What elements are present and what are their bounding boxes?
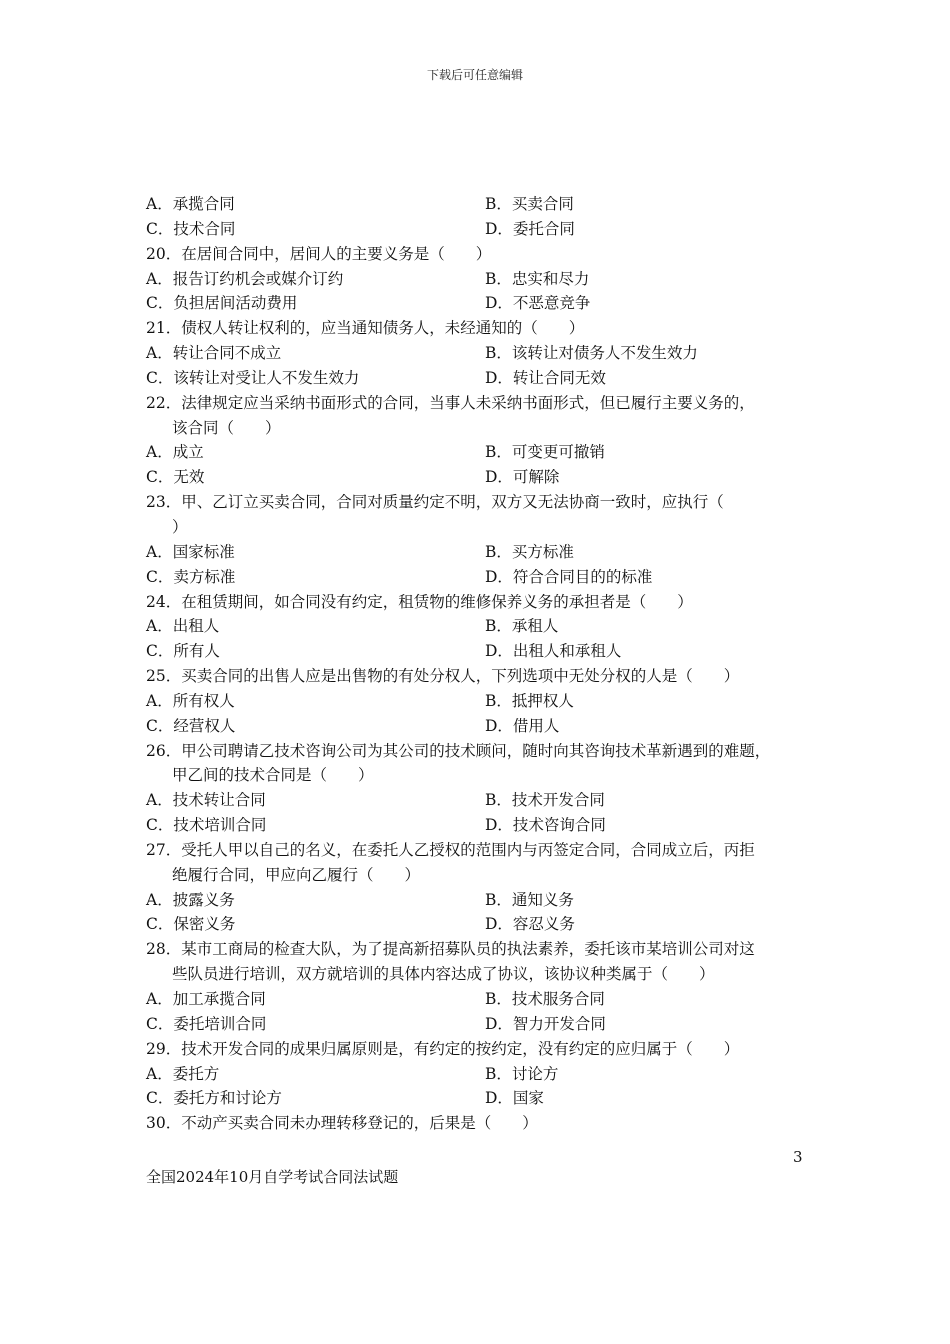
option-left: C．保密义务 xyxy=(146,915,236,934)
option-row xyxy=(146,565,818,590)
option-left: A．披露义务 xyxy=(146,890,235,909)
option-right: D．技术咨询合同 xyxy=(485,816,606,835)
question-text: 27．受托人甲以自己的名义，在委托人乙授权的范围内与丙签定合同，合同成立后，丙拒 xyxy=(146,840,755,859)
question-continuation: 绝履行合同，甲应向乙履行（ ） xyxy=(172,865,421,884)
option-right: B．承租人 xyxy=(485,617,559,636)
option-left: A．转让合同不成立 xyxy=(146,344,282,363)
option-right: D．转让合同无效 xyxy=(485,368,606,387)
option-right: B．买方标准 xyxy=(485,542,574,561)
option-row xyxy=(146,366,818,391)
option-right: B．可变更可撤销 xyxy=(485,443,605,462)
question-text: 23．甲、乙订立买卖合同，合同对质量约定不明，双方又无法协商一致时，应执行（ xyxy=(146,493,724,512)
question-text: 24．在租赁期间，如合同没有约定，租赁物的维修保养义务的承担者是（ ） xyxy=(146,592,693,611)
option-row xyxy=(146,888,818,913)
question-continuation: 该合同（ ） xyxy=(172,418,281,437)
option-left: A．国家标准 xyxy=(146,542,235,561)
option-row xyxy=(146,465,818,490)
page-number: 3 xyxy=(793,1148,803,1166)
question-continuation: 甲乙间的技术合同是（ ） xyxy=(172,766,374,785)
option-row xyxy=(146,217,818,242)
option-row xyxy=(146,192,818,217)
option-left: A．加工承揽合同 xyxy=(146,990,266,1008)
option-right: B．技术开发合同 xyxy=(485,791,605,810)
option-left: A．委托方 xyxy=(146,1064,220,1083)
option-row xyxy=(146,540,818,565)
option-right: D．可解除 xyxy=(485,468,560,487)
question-text: 29．技术开发合同的成果归属原则是，有约定的按约定，没有约定的应归属于（ ） xyxy=(146,1039,740,1058)
option-left: A．报告订约机会或媒介订约 xyxy=(146,269,344,288)
option-row xyxy=(146,341,818,366)
option-left: C．技术合同 xyxy=(146,219,236,238)
option-right: B．抵押权人 xyxy=(485,691,574,710)
question-text: 26．甲公司聘请乙技术咨询公司为其公司的技术顾问，随时向其咨询技术革新遇到的难题， xyxy=(146,741,771,760)
option-right: D．不恶意竞争 xyxy=(485,294,591,313)
option-left: C．负担居间活动费用 xyxy=(146,294,298,313)
option-row xyxy=(146,987,818,1012)
option-left: A．承揽合同 xyxy=(146,195,235,213)
document-title: 全国2024年10月自学考试合同法试题 xyxy=(146,1168,399,1186)
question-text: 20．在居间合同中，居间人的主要义务是（ ） xyxy=(146,244,492,263)
option-row xyxy=(146,291,818,316)
option-left: C．技术培训合同 xyxy=(146,816,267,835)
page-header: 下载后可任意编辑 xyxy=(426,68,523,82)
option-row xyxy=(146,1062,818,1087)
question-text: 30．不动产买卖合同未办理转移登记的，后果是（ ） xyxy=(146,1114,538,1133)
option-row xyxy=(146,267,818,292)
option-right: D．智力开发合同 xyxy=(485,1014,606,1033)
option-row xyxy=(146,788,818,813)
option-left: C．经营权人 xyxy=(146,716,236,735)
question-text: 21．债权人转让权利的，应当通知债务人，未经通知的（ ） xyxy=(146,319,585,338)
option-row xyxy=(146,440,818,465)
option-row xyxy=(146,1086,818,1111)
option-right: D．出租人和承租人 xyxy=(485,642,622,661)
option-row xyxy=(146,714,818,739)
option-left: A．成立 xyxy=(146,443,204,462)
option-row xyxy=(146,813,818,838)
option-right: B．讨论方 xyxy=(485,1064,559,1083)
question-text: 25．买卖合同的出售人应是出售物的有处分权人，下列选项中无处分权的人是（ ） xyxy=(146,667,740,686)
option-right: B．买卖合同 xyxy=(485,195,574,213)
question-text: 22．法律规定应当采纳书面形式的合同，当事人未采纳书面形式，但已履行主要义务的， xyxy=(146,393,755,412)
exam-content xyxy=(146,192,818,1136)
option-row xyxy=(146,1012,818,1037)
option-left: A．所有权人 xyxy=(146,691,235,710)
option-row xyxy=(146,614,818,639)
question-continuation: 些队员进行培训，双方就培训的具体内容达成了协议，该协议种类属于（ ） xyxy=(172,965,715,984)
option-row xyxy=(146,912,818,937)
option-right: D．委托合同 xyxy=(485,219,575,238)
option-right: B．该转让对债务人不发生效力 xyxy=(485,344,698,363)
question-text: 28．某市工商局的检查大队，为了提高新招募队员的执法素养，委托该市某培训公司对这 xyxy=(146,940,755,959)
option-right: D．借用人 xyxy=(485,716,560,735)
option-right: D．符合合同目的的标准 xyxy=(485,567,653,586)
option-row xyxy=(146,689,818,714)
option-left: C．卖方标准 xyxy=(146,567,236,586)
option-left: C．委托培训合同 xyxy=(146,1014,267,1033)
option-left: C．所有人 xyxy=(146,642,220,661)
option-right: D．容忍义务 xyxy=(485,915,575,934)
option-left: C．该转让对受让人不发生效力 xyxy=(146,368,360,387)
option-row xyxy=(146,639,818,664)
option-left: C．委托方和讨论方 xyxy=(146,1089,282,1108)
option-left: A．出租人 xyxy=(146,617,220,636)
question-continuation: ） xyxy=(172,517,188,536)
option-right: D．国家 xyxy=(485,1089,544,1108)
option-left: C．无效 xyxy=(146,468,205,487)
option-right: B．忠实和尽力 xyxy=(485,269,590,288)
option-right: B．技术服务合同 xyxy=(485,990,605,1008)
option-right: B．通知义务 xyxy=(485,890,574,909)
option-left: A．技术转让合同 xyxy=(146,791,266,810)
